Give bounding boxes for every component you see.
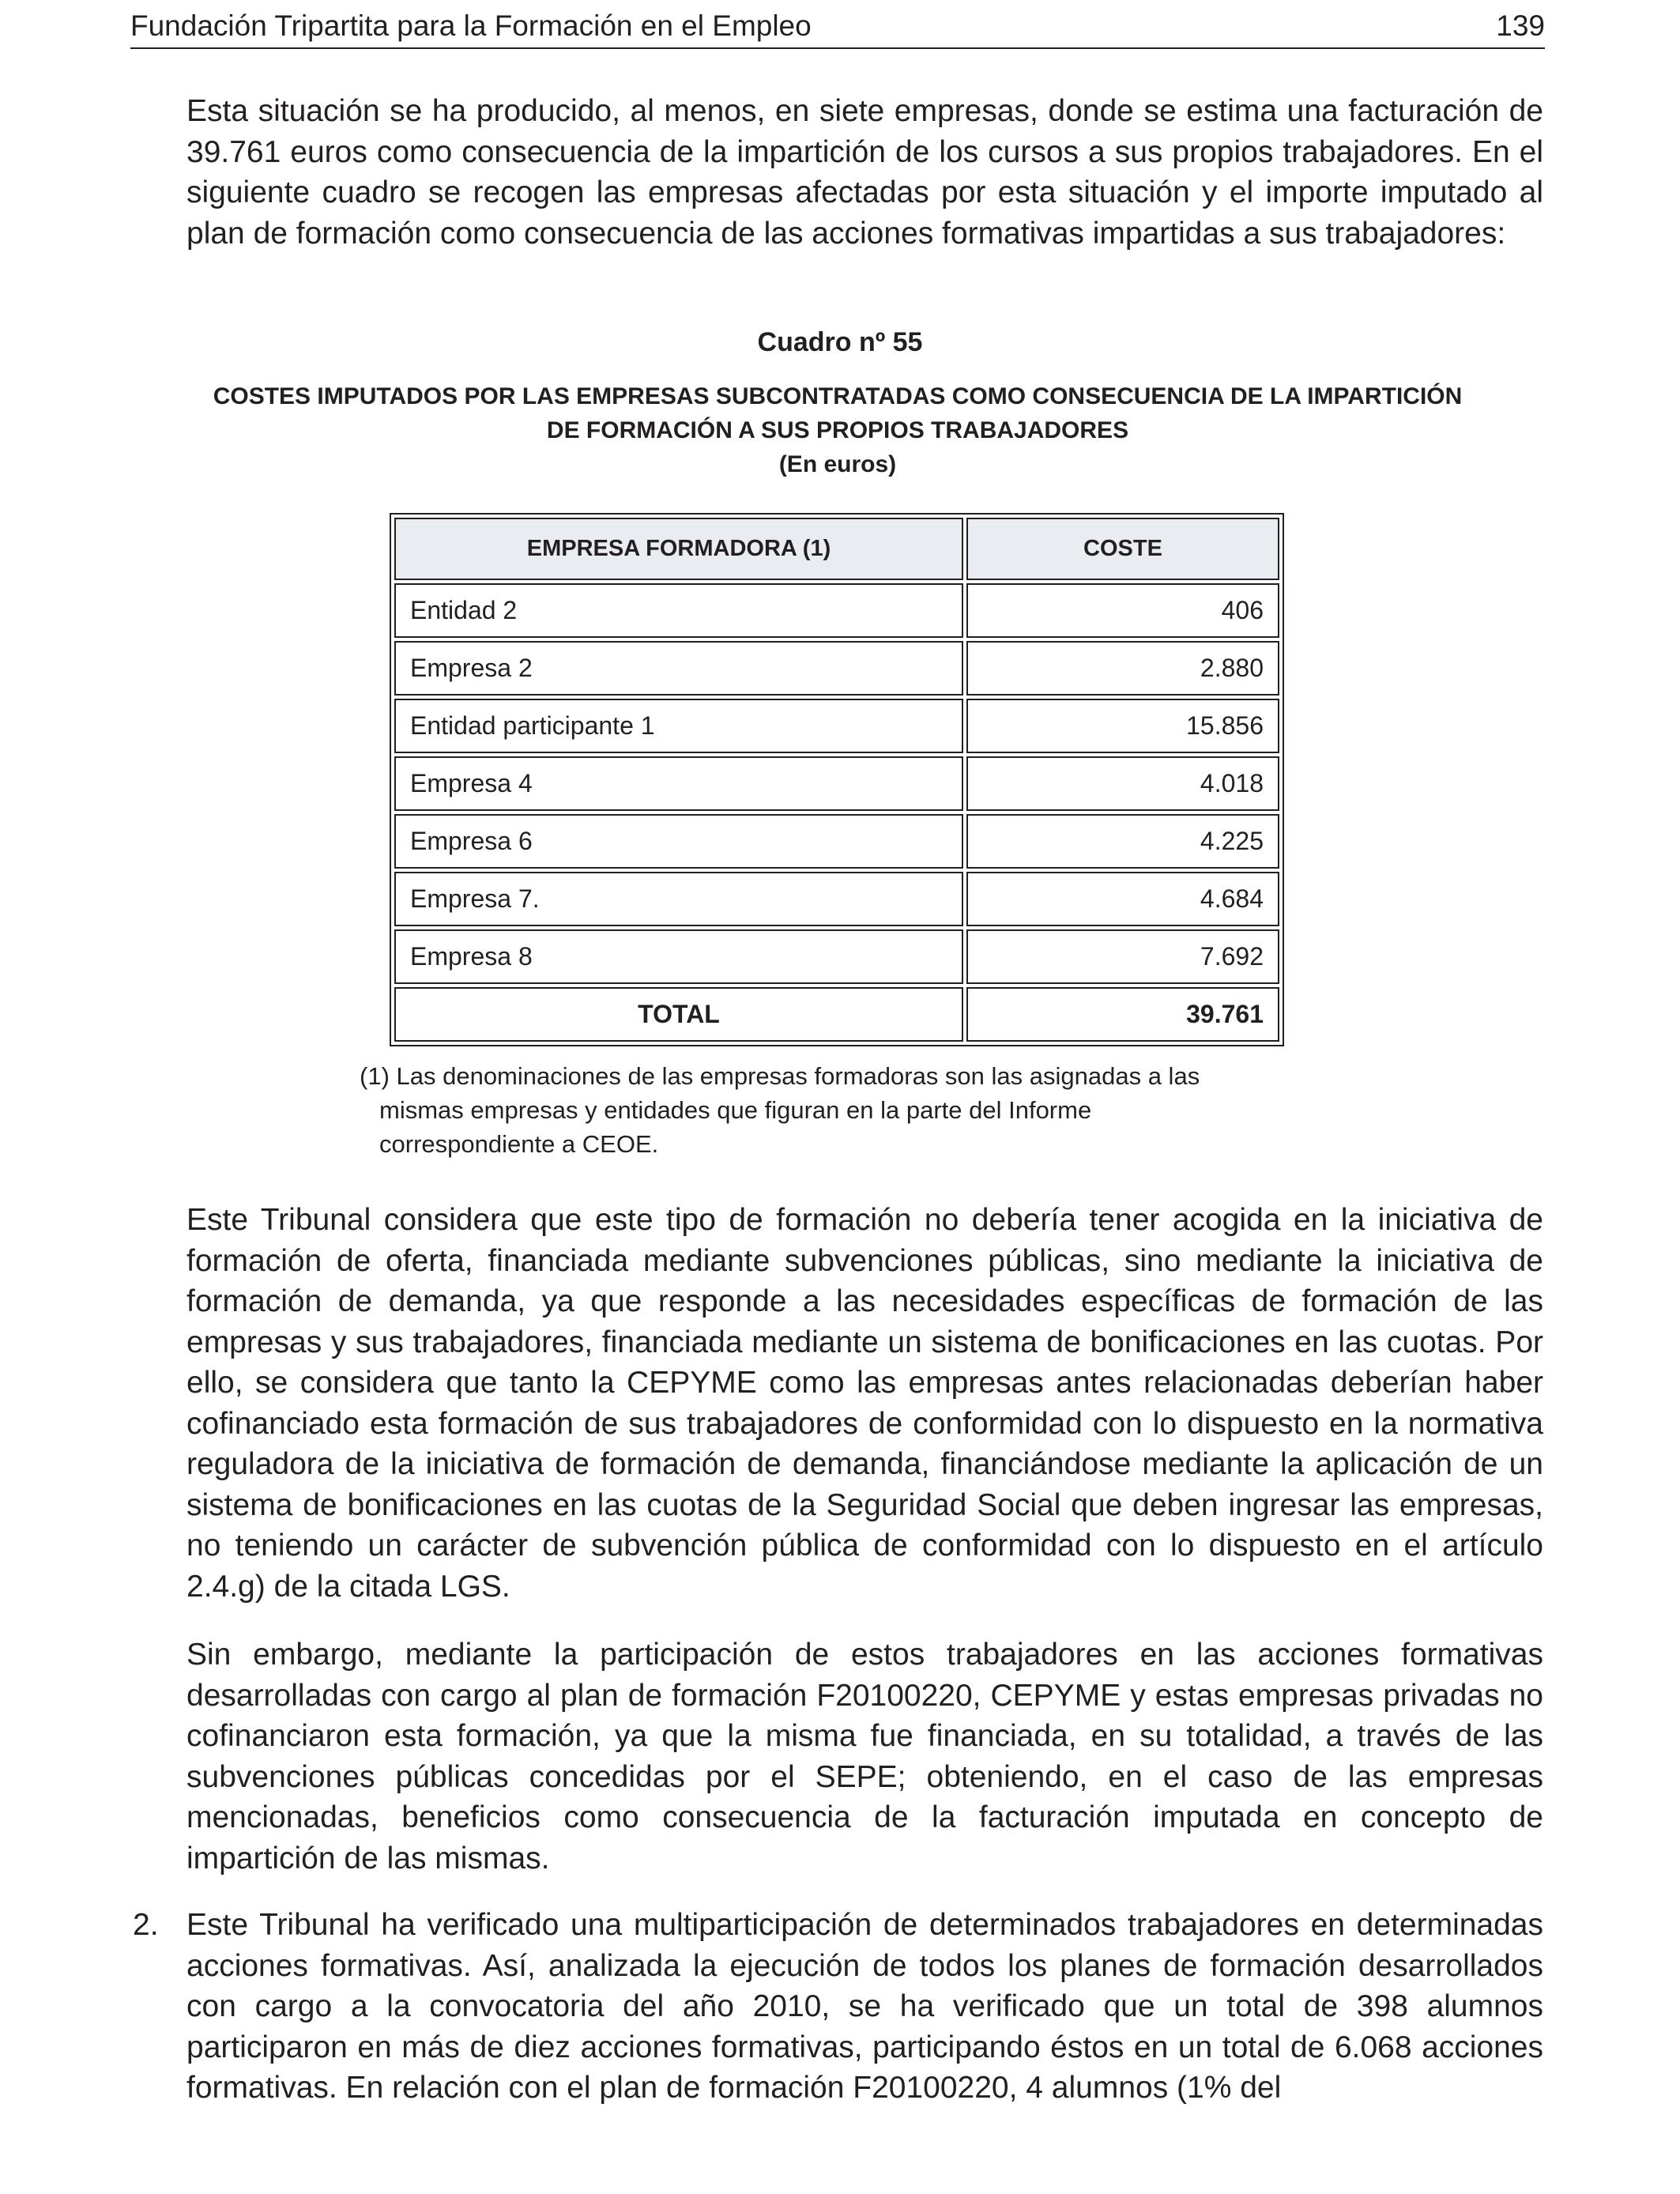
paragraph-sin-embargo: Sin embargo, mediante la participación de estos trabajadores en las acciones formativas desarrolladas con cargo al plan de formación F20100220, CEPYME y estas empresas privadas no cofinanciaron esta formación, ya que la misma fue financiada, en su totalidad, a través de las subvenciones públicas concedidas por el SEPE; obteniendo, en el caso de las empresas mencionadas, beneficios como consecuencia de la facturación imputada en concepto de impartición de las mismas. <box>186 1638 1543 1875</box>
cell-empresa: Empresa 8 <box>394 929 963 984</box>
table-subtitle-line1: COSTES IMPUTADOS POR LAS EMPRESAS SUBCONTRATADAS COMO CONSECUENCIA DE LA IMPARTICIÓN <box>213 383 1463 409</box>
paragraph-tribunal: Este Tribunal considera que este tipo de formación no debería tener acogida en la iniciativa de formación de oferta, financiada mediante subvenciones públicas, sino mediante la iniciativa de formación de demanda, ya que responde a las necesidades específicas de formación de las empresas y sus trabajadores, financiada mediante un sistema de bonificaciones en las cuotas. Por ello, se considera que tanto la CEPYME como las empresas antes relacionadas deberían haber cofinanciado esta formación de sus trabajadores de conformidad con lo dispuesto en la normativa reguladora de la iniciativa de formación de demanda, financiándose mediante la aplicación de un sistema de bonificaciones en las cuotas de la Seguridad Social que deben ingresar las empresas, no teniendo un carácter de subvención pública de conformidad con lo dispuesto en el artículo 2.4.g) de la citada LGS. <box>186 1203 1543 1604</box>
cell-coste: 2.880 <box>966 641 1279 696</box>
table-row <box>394 699 1279 753</box>
footnote-line1: (1) Las denominaciones de las empresas formadoras son las asignadas a las <box>360 1062 1200 1090</box>
table-row <box>394 814 1279 869</box>
column-header-coste: COSTE <box>966 518 1279 580</box>
footnote-line3: correspondiente a CEOE. <box>379 1130 659 1158</box>
table-caption: Cuadro nº 55 <box>757 327 923 357</box>
cell-empresa: Empresa 4 <box>394 756 963 811</box>
table-subtitle <box>126 379 1549 481</box>
footnote-line2: mismas empresas y entidades que figuran en la parte del Informe <box>379 1096 1092 1124</box>
cell-coste: 406 <box>966 583 1279 638</box>
cell-empresa: Empresa 6 <box>394 814 963 869</box>
cell-coste: 4.018 <box>966 756 1279 811</box>
table-row <box>394 583 1279 638</box>
page-header <box>130 8 1545 49</box>
table-row <box>394 929 1279 984</box>
cell-coste: 15.856 <box>966 699 1279 753</box>
cell-empresa: Entidad participante 1 <box>394 699 963 753</box>
table-header-row <box>394 518 1279 580</box>
cell-coste: 4.225 <box>966 814 1279 869</box>
list-number: 2. <box>133 1908 159 1942</box>
table-row <box>394 872 1279 926</box>
cell-empresa: Empresa 7. <box>394 872 963 926</box>
table-row <box>394 641 1279 696</box>
paragraph-multiparticipacion: Este Tribunal ha verificado una multiparticipación de determinados trabajadores en determinadas acciones formativas. Así, analizada la ejecución de todos los planes de formación desarrollados con cargo a la convocatoria del año 2010, se ha verificado que un total de 398 alumnos participaron en más de diez acciones formativas, participando éstos en un total de 6.068 acciones formativas. En relación con el plan de formación F20100220, 4 alumnos (1% del <box>186 1908 1543 2105</box>
paragraph-intro: Esta situación se ha producido, al menos, en siete empresas, donde se estima una facturación de 39.761 euros como consecuencia de la impartición de los cursos a sus propios trabajadores. En el siguiente cuadro se recogen las empresas afectadas por esta situación y el importe imputado al plan de formación como consecuencia de las acciones formativas impartidas a sus trabajadores: <box>186 94 1543 251</box>
table-subtitle-units: (En euros) <box>778 451 897 477</box>
table-footnote <box>360 1059 1308 1161</box>
table-row <box>394 756 1279 811</box>
page-number: 139 <box>1496 9 1545 42</box>
table-total-row <box>394 987 1279 1042</box>
header-title: Fundación Tripartita para la Formación en el Empleo <box>130 9 812 42</box>
cell-total-value: 39.761 <box>966 987 1279 1042</box>
cell-coste: 4.684 <box>966 872 1279 926</box>
cell-total-label: TOTAL <box>394 987 963 1042</box>
table-subtitle-line2: DE FORMACIÓN A SUS PROPIOS TRABAJADORES <box>546 417 1129 443</box>
cell-empresa: Entidad 2 <box>394 583 963 638</box>
costs-table <box>390 513 1284 1046</box>
cell-empresa: Empresa 2 <box>394 641 963 696</box>
cell-coste: 7.692 <box>966 929 1279 984</box>
column-header-empresa: EMPRESA FORMADORA (1) <box>394 518 963 580</box>
